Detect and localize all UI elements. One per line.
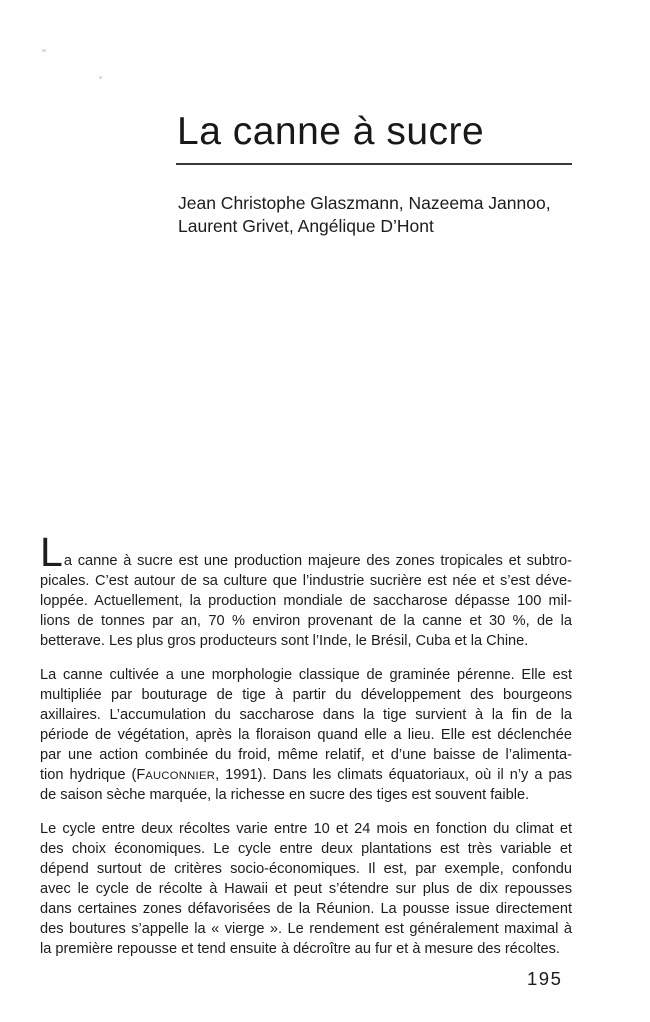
paragraph [40, 819, 572, 959]
authors [178, 192, 551, 238]
text-line: La canne cultivée a une morphologie classique de graminée pérenne. Elle est [40, 667, 572, 683]
scan-speck [42, 49, 46, 52]
text-line: La canne à sucre est une production majeure des zones tropicales et subtro- [40, 529, 572, 575]
text-line: des boutures s’appelle la « vierge ». Le rendement est généralement maximal à [40, 921, 572, 937]
smallcaps-citation: AUCONNIER [145, 770, 216, 782]
text-line: de saison sèche marquée, la richesse en sucre des tiges est souvent faible. [40, 787, 530, 803]
authors-line-1: Jean Christophe Glaszmann, Nazeema Jannoo, [178, 193, 551, 213]
body-text [40, 529, 572, 959]
text-line: multipliée par bouturage de tige à partir du développement des bourgeons [40, 687, 572, 703]
paragraph [40, 665, 572, 805]
page-title: La canne à sucre [177, 110, 485, 153]
title-rule [176, 163, 572, 165]
page-number: 195 [527, 968, 563, 989]
text-line: tion hydrique (FAUCONNIER, 1991). Dans les climats équatoriaux, où il n’y a pas [40, 767, 572, 783]
text-line: des choix économiques. Le cycle entre deux plantations est très variable et [40, 841, 572, 857]
text-line: Le cycle entre deux récoltes varie entre 10 et 24 mois en fonction du climat et [40, 821, 572, 837]
raised-initial-cap: L [40, 529, 64, 575]
text-line: betterave. Les plus gros producteurs sont l’Inde, le Brésil, Cuba et la Chine. [40, 633, 529, 649]
text-line: axillaires. L’accumulation du saccharose dans la tige survient à la fin de la [40, 707, 572, 723]
text-line: loppée. Actuellement, la production mondiale de saccharose dépasse 100 mil- [40, 593, 572, 609]
text-line: lions de tonnes par an, 70 % environ provenant de la canne et 30 %, de la [40, 613, 572, 629]
text-line: la première repousse et tend ensuite à décroître au fur et à mesure des récoltes. [40, 941, 560, 957]
text-line: par une action combinée du froid, même relatif, et d’une baisse de l’alimenta- [40, 747, 572, 763]
text-line: avec le cycle de récolte à Hawaii et peut s’étendre sur plus de dix repousses [40, 881, 572, 897]
authors-line-2: Laurent Grivet, Angélique D’Hont [178, 216, 434, 236]
text-line: dépend surtout de critères socio-économiques. Il est, par exemple, confondu [40, 861, 572, 877]
scan-speck [99, 76, 102, 79]
text-line: période de végétation, après la floraison quand elle a lieu. Elle est déclenchée [40, 727, 572, 743]
text-line: picales. C’est autour de sa culture que l’industrie sucrière est née et s’est déve- [40, 573, 572, 589]
paragraph [40, 529, 572, 651]
text-line: dans certaines zones défavorisées de la Réunion. La pousse issue directement [40, 901, 572, 917]
